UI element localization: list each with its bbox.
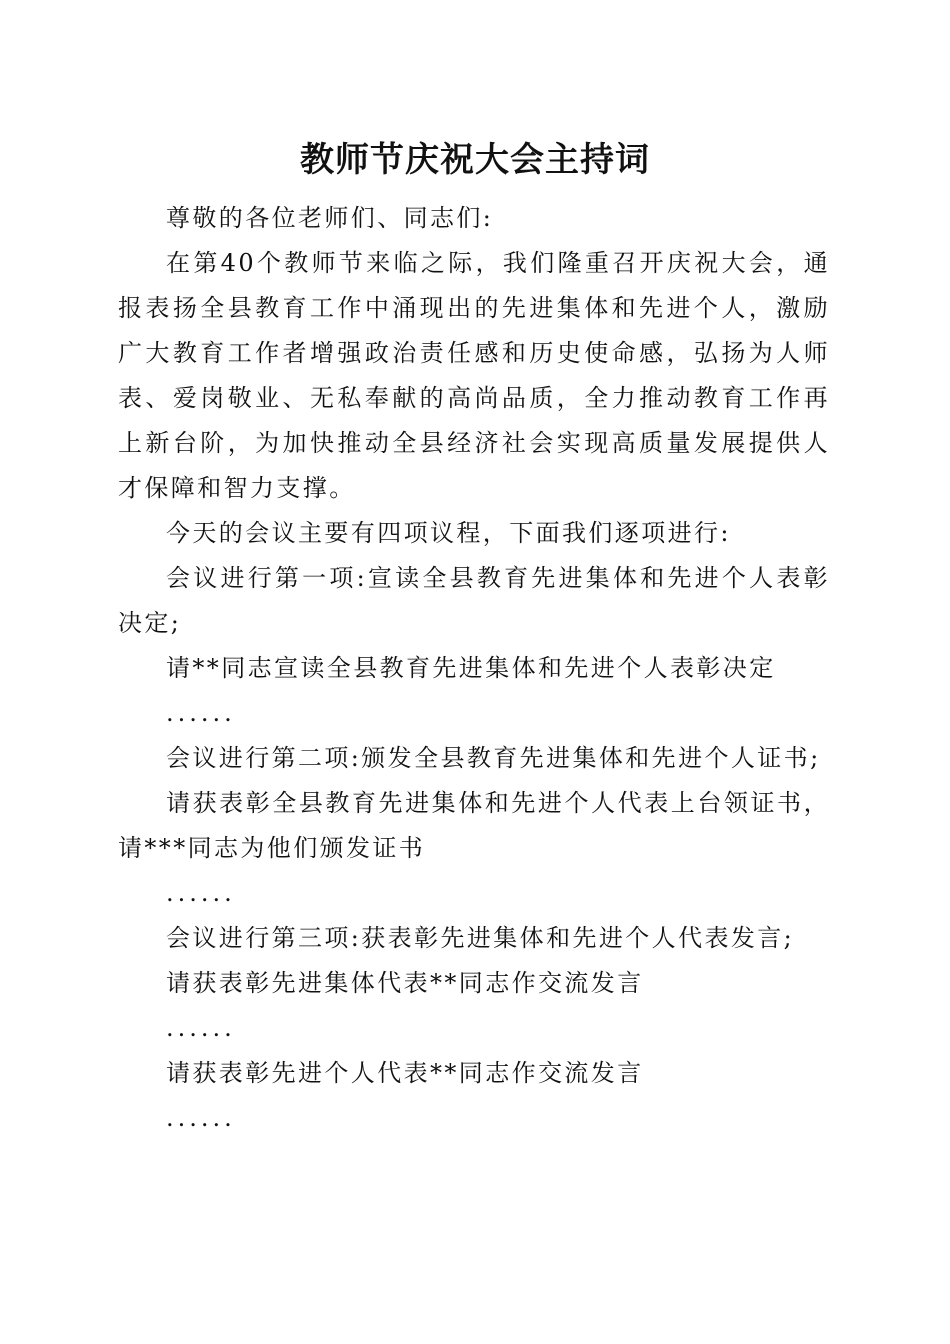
agenda-item-3-instruction-collective: 请获表彰先进集体代表**同志作交流发言 <box>166 969 644 997</box>
document-title: 教师节庆祝大会主持词 <box>300 140 650 180</box>
opening-paragraph: 在第40个教师节来临之际，我们隆重召开庆祝大会，通报表扬全县教育工作中涌现出的先进集体和先进个人，激励广大教育工作者增强政治责任感和历史使命感，弘扬为人师表、爱岗敬业、无私奉献的高尚品质，全力推动教育工作再上新台阶，为加快推动全县经济社会实现高质量发展提供人才保障和智力支撑。 <box>118 249 830 502</box>
ellipsis-4: ...... <box>166 1104 236 1132</box>
agenda-item-1: 会议进行第一项:宣读全县教育先进集体和先进个人表彰决定; <box>118 564 830 637</box>
agenda-item-3: 会议进行第三项:获表彰先进集体和先进个人代表发言; <box>166 924 795 952</box>
ellipsis-3: ...... <box>166 1014 236 1042</box>
agenda-intro-paragraph: 今天的会议主要有四项议程，下面我们逐项进行: <box>166 519 731 547</box>
ellipsis-2: ...... <box>166 879 236 907</box>
agenda-item-3-instruction-individual: 请获表彰先进个人代表**同志作交流发言 <box>166 1059 644 1087</box>
document-body <box>118 196 830 1141</box>
agenda-item-2-instruction: 请获表彰全县教育先进集体和先进个人代表上台领证书，请***同志为他们颁发证书 <box>118 789 830 862</box>
agenda-item-1-instruction: 请**同志宣读全县教育先进集体和先进个人表彰决定 <box>166 654 776 682</box>
greeting-paragraph: 尊敬的各位老师们、同志们: <box>166 204 494 232</box>
agenda-item-2: 会议进行第二项:颁发全县教育先进集体和先进个人证书; <box>166 744 821 772</box>
ellipsis-1: ...... <box>166 699 236 727</box>
